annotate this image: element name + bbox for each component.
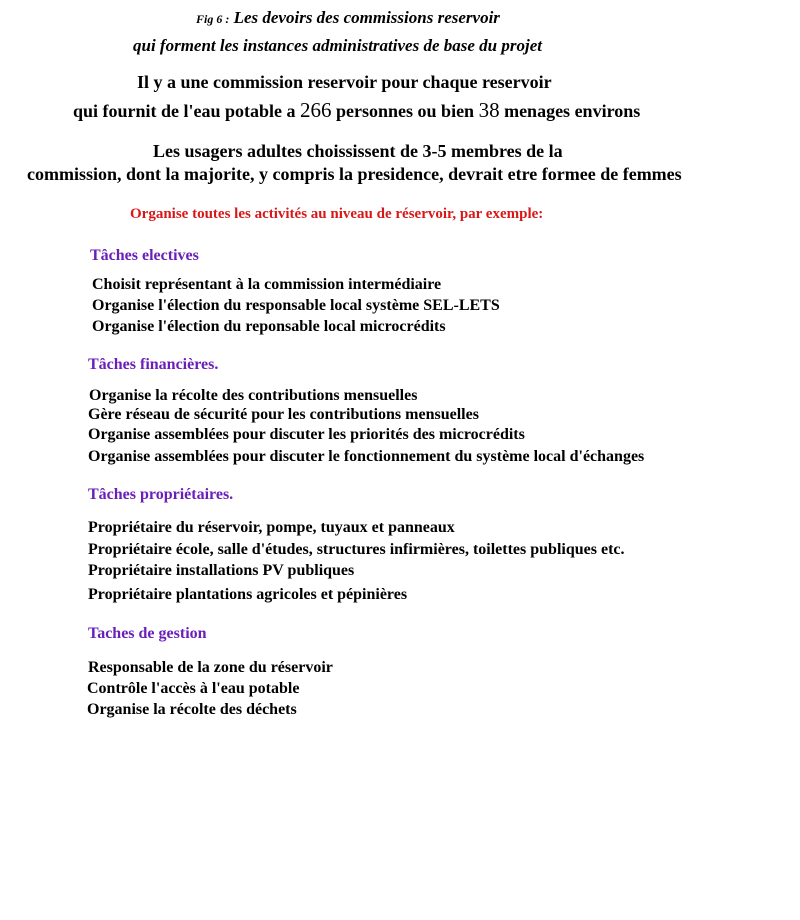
intro-line-2-mid: personnes ou bien: [336, 101, 475, 121]
list-item: Organise assemblées pour discuter les priorités des microcrédits: [88, 426, 525, 443]
list-item: Organise l'élection du reponsable local microcrédits: [92, 318, 446, 335]
list-item: Propriétaire école, salle d'études, structures infirmières, toilettes publiques etc.: [88, 541, 625, 558]
list-item: Propriétaire du réservoir, pompe, tuyaux et panneaux: [88, 519, 455, 536]
intro-line-2-post: menages environs: [504, 101, 641, 121]
intro-line-2-pre: qui fournit de l'eau potable a: [73, 101, 296, 121]
figure-title-text-1: Les devoirs des commissions reservoir: [233, 8, 500, 27]
list-item: Responsable de la zone du réservoir: [88, 659, 333, 676]
section-heading-electives: Tâches electives: [90, 247, 199, 264]
list-item: Organise la récolte des déchets: [87, 701, 297, 718]
section-heading-proprietaires: Tâches propriétaires.: [88, 486, 234, 503]
list-item: Contrôle l'accès à l'eau potable: [87, 680, 300, 697]
list-item: Organise l'élection du responsable local système SEL-LETS: [92, 297, 500, 314]
section-heading-gestion: Taches de gestion: [88, 625, 207, 642]
people-count: 266: [300, 98, 332, 122]
highlight-statement: Organise toutes les activités au niveau de réservoir, par exemple:: [130, 206, 544, 222]
household-count: 38: [478, 98, 500, 122]
intro-line-4: commission, dont la majorite, y compris la presidence, devrait etre formee de femmes: [27, 164, 682, 184]
section-heading-financieres: Tâches financières.: [88, 356, 219, 373]
list-item: Organise assemblées pour discuter le fonctionnement du système local d'échanges: [88, 448, 645, 465]
list-item: Gère réseau de sécurité pour les contributions mensuelles: [88, 406, 479, 423]
list-item: Choisit représentant à la commission intermédiaire: [92, 276, 442, 293]
list-item: Propriétaire installations PV publiques: [88, 562, 355, 579]
intro-line-3: Les usagers adultes choississent de 3-5 membres de la: [153, 141, 563, 161]
figure-label: Fig 6 :: [196, 12, 230, 26]
intro-line-1: Il y a une commission reservoir pour chaque reservoir: [137, 72, 552, 92]
list-item: Propriétaire plantations agricoles et pépinières: [88, 586, 408, 603]
list-item: Organise la récolte des contributions mensuelles: [89, 387, 418, 404]
figure-title-line-1: [196, 8, 500, 28]
figure-title-line-2: qui forment les instances administratives de base du projet: [133, 36, 542, 55]
intro-line-2: [73, 98, 640, 123]
